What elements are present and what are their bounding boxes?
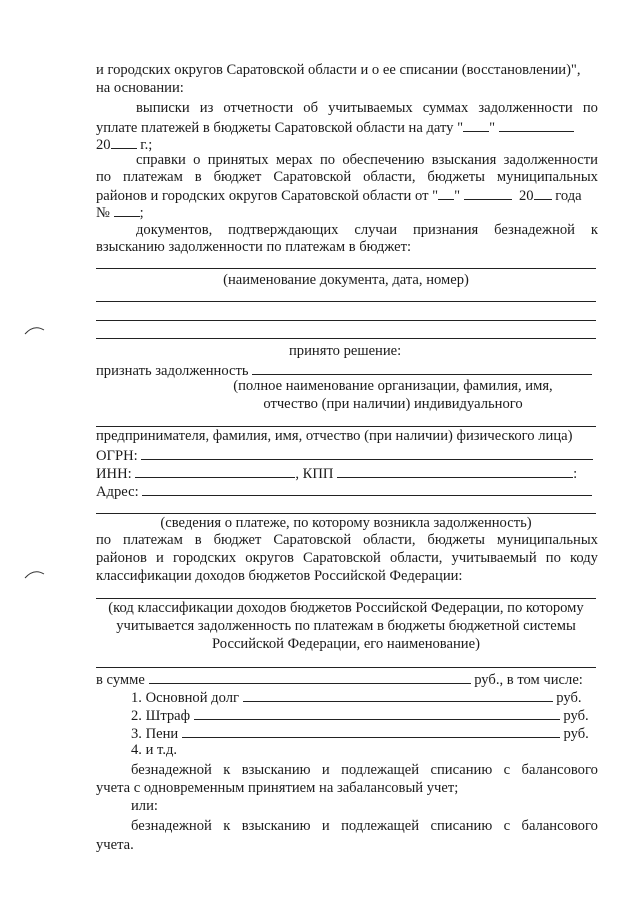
text-span: года (555, 188, 582, 204)
word: случаи (354, 222, 398, 238)
penalty-blank (182, 724, 560, 738)
text-line (96, 670, 583, 689)
text-line (96, 203, 144, 222)
word: районов (96, 550, 147, 566)
debtor-blank (252, 361, 592, 375)
word: области, (363, 169, 416, 185)
text-line (96, 118, 574, 137)
word: бюджеты (427, 532, 485, 548)
decision-heading: принято решение: (289, 343, 402, 359)
caption: (полное наименование организации, фамилия, имя, (233, 378, 553, 394)
word: в (194, 169, 202, 185)
text-span: " (489, 120, 496, 136)
justified-line (131, 762, 598, 779)
ogrn-label: ОГРН: (96, 448, 138, 464)
caption: учитывается задолженность по платежам в бюджеты бюджетной системы (116, 618, 576, 634)
word: из (199, 100, 214, 116)
word: признания (412, 222, 479, 238)
text-span: г.; (140, 137, 153, 153)
word: мерах (275, 152, 313, 168)
text-line (131, 706, 589, 725)
text-span: руб. (556, 690, 582, 706)
fill-line (96, 598, 596, 599)
justified-line (96, 550, 598, 567)
word: по (545, 550, 561, 566)
day-blank (463, 118, 489, 132)
kpp-blank (337, 464, 573, 478)
word: взыскания (431, 152, 497, 168)
word: и (156, 550, 164, 566)
number-blank (114, 203, 140, 217)
justified-line (136, 222, 598, 239)
text-span: : (573, 466, 578, 482)
word: о (193, 152, 201, 168)
word: документов, (136, 222, 213, 238)
year-blank (534, 186, 552, 200)
text-line (131, 724, 589, 743)
word: списанию (430, 818, 493, 834)
justified-line (96, 169, 598, 186)
month-blank (499, 118, 574, 132)
ogrn-blank (141, 446, 593, 460)
principal-blank (243, 688, 553, 702)
scan-mark (22, 322, 48, 336)
word: по (319, 152, 336, 168)
principal-label: 1. Основной долг (131, 690, 239, 706)
caption: Российской Федерации, его наименование) (212, 636, 480, 652)
justified-line (96, 532, 598, 549)
word: по (96, 532, 112, 548)
word: учитываемый (451, 550, 537, 566)
word: области, (389, 550, 443, 566)
word: по (582, 100, 598, 116)
word: взысканию (241, 818, 311, 834)
text-span: районов и городских округов Саратовской области от " (96, 188, 439, 204)
fine-blank (194, 706, 560, 720)
word: бюджет (213, 169, 262, 185)
word: платежам (123, 532, 183, 548)
justified-line (131, 818, 598, 835)
text-span: руб. (563, 708, 589, 724)
text-line (96, 482, 592, 501)
text-line: или: (131, 798, 158, 814)
word: безнадежной (131, 818, 212, 834)
word: отчетности (223, 100, 294, 116)
word: бюджет (213, 532, 262, 548)
word: взысканию (241, 762, 311, 778)
fill-line (96, 338, 596, 339)
word: справки (136, 152, 186, 168)
penalty-label: 3. Пени (131, 726, 179, 742)
word: выписки (136, 100, 190, 116)
word: и (321, 818, 330, 834)
inn-label: ИНН: (96, 466, 132, 482)
fine-label: 2. Штраф (131, 708, 191, 724)
fill-line (96, 268, 596, 269)
word: учитываемых (328, 100, 413, 116)
fill-line (96, 667, 596, 668)
text-line (96, 464, 577, 483)
word: бюджеты (427, 169, 485, 185)
word: с (503, 818, 511, 834)
word: подлежащей (341, 818, 420, 834)
justified-line (136, 100, 598, 117)
word: суммах (422, 100, 469, 116)
text-span: " (454, 188, 461, 204)
text-span: 20 (519, 188, 534, 204)
text-span: уплате платежей в бюджеты Саратовской области на дату " (96, 120, 464, 136)
kpp-label: , КПП (295, 466, 334, 482)
word: об (303, 100, 319, 116)
word: Саратовской (273, 532, 352, 548)
word: обеспечению (342, 152, 425, 168)
word: задолженности (478, 100, 573, 116)
text-line: учета. (96, 837, 134, 853)
fill-line (96, 513, 596, 514)
caption: предпринимателя, фамилия, имя, отчество (при наличии) физического лица) (96, 428, 573, 444)
word: балансового (521, 762, 598, 778)
fill-line (96, 301, 596, 302)
address-label: Адрес: (96, 484, 139, 500)
word: к (223, 762, 231, 778)
word: безнадежной (131, 762, 212, 778)
word: области, (363, 532, 416, 548)
word: Саратовской (303, 550, 381, 566)
text-span: № (96, 205, 110, 221)
word: задолженности (503, 152, 598, 168)
word: по (96, 169, 112, 185)
text-line: классификации доходов бюджетов Российской Федерации: (96, 568, 463, 584)
caption: (наименование документа, дата, номер) (223, 272, 469, 288)
word: подтверждающих (228, 222, 339, 238)
word: округов (245, 550, 294, 566)
text-span: признать задолженность (96, 363, 249, 379)
word: в (194, 532, 202, 548)
sum-blank (149, 670, 471, 684)
word: к (590, 222, 598, 238)
word: коду (570, 550, 598, 566)
caption: (сведения о платеже, по которому возникла задолженность) (160, 515, 532, 531)
word: и (321, 762, 330, 778)
word: списанию (430, 762, 493, 778)
scan-mark (22, 566, 48, 580)
caption: (код классификации доходов бюджетов Российской Федерации, по которому (108, 600, 584, 616)
text-span: 20 (96, 137, 111, 153)
year-blank (111, 135, 137, 149)
inn-blank (135, 464, 295, 478)
text-line: 4. и т.д. (131, 742, 178, 758)
text-span: руб., в том числе: (474, 672, 583, 688)
fill-line (96, 426, 596, 427)
text-span: ; (139, 205, 144, 221)
text-line (131, 688, 582, 707)
text-line: на основании: (96, 80, 184, 96)
word: муниципальных (496, 169, 598, 185)
fill-line (96, 320, 596, 321)
caption: отчество (при наличии) индивидуального (263, 396, 523, 412)
word: балансового (521, 818, 598, 834)
word: муниципальных (496, 532, 598, 548)
justified-line (136, 152, 598, 169)
word: к (223, 818, 231, 834)
text-line (96, 446, 593, 465)
month-blank (464, 186, 512, 200)
address-blank (142, 482, 592, 496)
word: с (503, 762, 511, 778)
text-line: учета с одновременным принятием на забалансовый учет; (96, 780, 459, 796)
word: платежам (123, 169, 183, 185)
text-line (96, 186, 582, 205)
day-blank (438, 186, 454, 200)
word: городских (172, 550, 237, 566)
text-line: и городских округов Саратовской области и о ее списании (восстановлении)", (96, 62, 581, 78)
sum-label: в сумме (96, 672, 145, 688)
text-span: руб. (563, 726, 589, 742)
word: подлежащей (341, 762, 420, 778)
text-line: взысканию задолженности по платежам в бюджет: (96, 239, 412, 255)
word: Саратовской (273, 169, 352, 185)
word: безнадежной (494, 222, 575, 238)
word: принятых (207, 152, 269, 168)
